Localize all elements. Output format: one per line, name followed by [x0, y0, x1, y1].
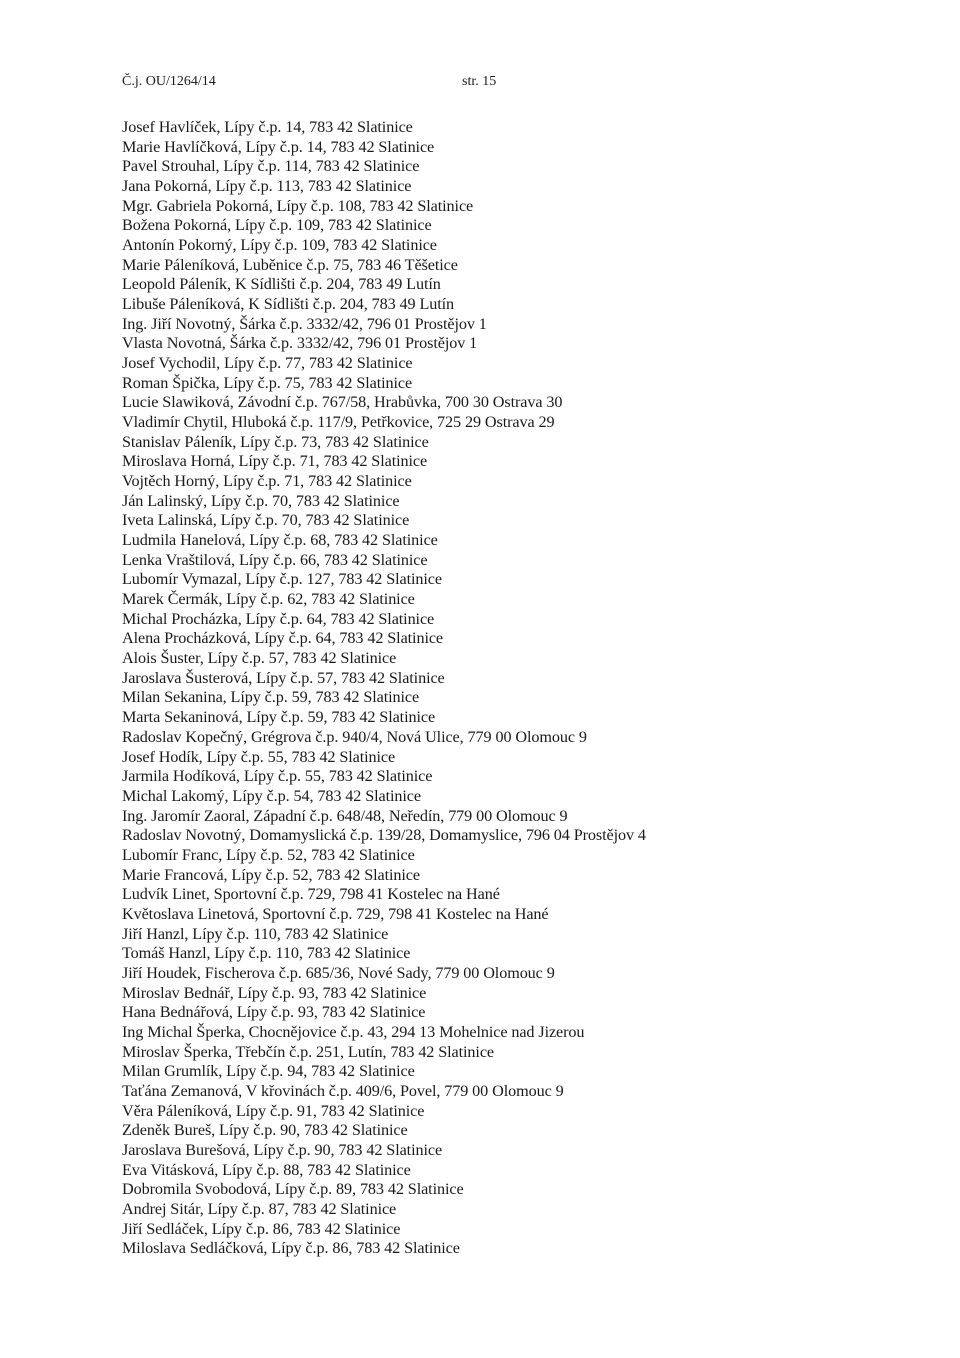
- recipient-entry: Jiří Houdek, Fischerova č.p. 685/36, Nové Sady, 779 00 Olomouc 9: [122, 963, 555, 982]
- recipient-entry: Miroslav Bednář, Lípy č.p. 93, 783 42 Slatinice: [122, 983, 427, 1002]
- recipient-entry: Jarmila Hodíková, Lípy č.p. 55, 783 42 Slatinice: [122, 767, 433, 786]
- recipient-entry: Lubomír Vymazal, Lípy č.p. 127, 783 42 Slatinice: [122, 570, 442, 589]
- recipient-entry: Jiří Hanzl, Lípy č.p. 110, 783 42 Slatinice: [122, 924, 389, 943]
- recipient-entry: Vojtěch Horný, Lípy č.p. 71, 783 42 Slatinice: [122, 472, 412, 491]
- recipient-entry: Jaroslava Burešová, Lípy č.p. 90, 783 42 Slatinice: [122, 1140, 443, 1159]
- recipient-entry: Vlasta Novotná, Šárka č.p. 3332/42, 796 01 Prostějov 1: [122, 334, 478, 353]
- recipient-entry: Miloslava Sedláčková, Lípy č.p. 86, 783 42 Slatinice: [122, 1239, 460, 1258]
- recipient-entry: Ludmila Hanelová, Lípy č.p. 68, 783 42 Slatinice: [122, 531, 438, 550]
- recipient-entry: Stanislav Páleník, Lípy č.p. 73, 783 42 Slatinice: [122, 432, 429, 451]
- recipient-entry: Božena Pokorná, Lípy č.p. 109, 783 42 Slatinice: [122, 216, 432, 235]
- recipient-entry: Hana Bednářová, Lípy č.p. 93, 783 42 Slatinice: [122, 1003, 426, 1022]
- recipient-entry: Květoslava Linetová, Sportovní č.p. 729, 798 41 Kostelec na Hané: [122, 904, 549, 923]
- recipient-entry: Vladimír Chytil, Hluboká č.p. 117/9, Petřkovice, 725 29 Ostrava 29: [122, 413, 555, 432]
- recipient-entry: Roman Špička, Lípy č.p. 75, 783 42 Slatinice: [122, 373, 413, 392]
- recipient-entry: Mgr. Gabriela Pokorná, Lípy č.p. 108, 783 42 Slatinice: [122, 196, 474, 215]
- recipient-entry: Miroslava Horná, Lípy č.p. 71, 783 42 Slatinice: [122, 452, 428, 471]
- recipient-entry: Leopold Páleník, K Sídlišti č.p. 204, 783 49 Lutín: [122, 275, 441, 294]
- page-number: str. 15: [462, 74, 497, 89]
- recipient-entry: Miroslav Šperka, Třebčín č.p. 251, Lutín, 783 42 Slatinice: [122, 1042, 494, 1061]
- recipient-entry: Ludvík Linet, Sportovní č.p. 729, 798 41 Kostelec na Hané: [122, 885, 500, 904]
- recipient-entry: Ing. Jaromír Zaoral, Západní č.p. 648/48, Neředín, 779 00 Olomouc 9: [122, 806, 568, 825]
- recipient-entry: Radoslav Novotný, Domamyslická č.p. 139/28, Domamyslice, 796 04 Prostějov 4: [122, 826, 646, 845]
- recipient-entry: Lenka Vraštilová, Lípy č.p. 66, 783 42 Slatinice: [122, 550, 428, 569]
- recipient-entry: Marta Sekaninová, Lípy č.p. 59, 783 42 Slatinice: [122, 708, 436, 727]
- recipient-entry: Jiří Sedláček, Lípy č.p. 86, 783 42 Slatinice: [122, 1219, 401, 1238]
- recipient-entry: Josef Havlíček, Lípy č.p. 14, 783 42 Slatinice: [122, 118, 413, 136]
- recipient-entry: Věra Páleníková, Lípy č.p. 91, 783 42 Slatinice: [122, 1101, 425, 1120]
- recipient-entry: Lucie Slawiková, Závodní č.p. 767/58, Hrabůvka, 700 30 Ostrava 30: [122, 393, 563, 412]
- recipient-entry: Antonín Pokorný, Lípy č.p. 109, 783 42 Slatinice: [122, 236, 437, 255]
- recipient-entry: Josef Vychodil, Lípy č.p. 77, 783 42 Slatinice: [122, 354, 413, 373]
- recipient-entry: Ing. Jiří Novotný, Šárka č.p. 3332/42, 796 01 Prostějov 1: [122, 314, 487, 333]
- recipient-entry: Tomáš Hanzl, Lípy č.p. 110, 783 42 Slatinice: [122, 944, 411, 963]
- recipient-entry: Josef Hodík, Lípy č.p. 55, 783 42 Slatinice: [122, 747, 396, 766]
- recipient-entry: Iveta Lalinská, Lípy č.p. 70, 783 42 Slatinice: [122, 511, 410, 530]
- recipient-entry: Lubomír Franc, Lípy č.p. 52, 783 42 Slatinice: [122, 845, 415, 864]
- recipient-entry: Andrej Sitár, Lípy č.p. 87, 783 42 Slatinice: [122, 1199, 397, 1218]
- recipient-entry: Libuše Páleníková, K Sídlišti č.p. 204, 783 49 Lutín: [122, 295, 455, 314]
- recipient-entry: Michal Lakomý, Lípy č.p. 54, 783 42 Slatinice: [122, 786, 421, 805]
- page-header: [122, 74, 522, 94]
- recipient-list: [122, 118, 646, 1259]
- recipient-entry: Marie Havlíčková, Lípy č.p. 14, 783 42 Slatinice: [122, 137, 435, 156]
- recipient-entry: Alena Procházková, Lípy č.p. 64, 783 42 Slatinice: [122, 629, 444, 648]
- recipient-entry: Milan Grumlík, Lípy č.p. 94, 783 42 Slatinice: [122, 1062, 415, 1081]
- reference-number: Č.j. OU/1264/14: [122, 74, 216, 89]
- recipient-entry: Jaroslava Šusterová, Lípy č.p. 57, 783 42 Slatinice: [122, 668, 445, 687]
- recipient-entry: Taťána Zemanová, V křovinách č.p. 409/6, Povel, 779 00 Olomouc 9: [122, 1081, 564, 1100]
- recipient-entry: Marie Páleníková, Luběnice č.p. 75, 783 46 Těšetice: [122, 255, 458, 274]
- recipient-entry: Michal Procházka, Lípy č.p. 64, 783 42 Slatinice: [122, 609, 435, 628]
- recipient-entry: Radoslav Kopečný, Grégrova č.p. 940/4, Nová Ulice, 779 00 Olomouc 9: [122, 727, 587, 746]
- recipient-entry: Ján Lalinský, Lípy č.p. 70, 783 42 Slatinice: [122, 491, 400, 510]
- recipient-entry: Zdeněk Bureš, Lípy č.p. 90, 783 42 Slatinice: [122, 1121, 408, 1140]
- recipient-entry: Jana Pokorná, Lípy č.p. 113, 783 42 Slatinice: [122, 177, 412, 196]
- recipient-entry: Marie Francová, Lípy č.p. 52, 783 42 Slatinice: [122, 865, 420, 884]
- recipient-entry: Dobromila Svobodová, Lípy č.p. 89, 783 42 Slatinice: [122, 1180, 464, 1199]
- recipient-entry: Marek Čermák, Lípy č.p. 62, 783 42 Slatinice: [122, 590, 415, 609]
- recipient-entry: Milan Sekanina, Lípy č.p. 59, 783 42 Slatinice: [122, 688, 420, 707]
- recipient-entry: Eva Vitásková, Lípy č.p. 88, 783 42 Slatinice: [122, 1160, 411, 1179]
- recipient-entry: Pavel Strouhal, Lípy č.p. 114, 783 42 Slatinice: [122, 157, 420, 176]
- recipient-entry: Alois Šuster, Lípy č.p. 57, 783 42 Slatinice: [122, 649, 397, 668]
- recipient-entry: Ing Michal Šperka, Chocnějovice č.p. 43, 294 13 Mohelnice nad Jizerou: [122, 1022, 585, 1041]
